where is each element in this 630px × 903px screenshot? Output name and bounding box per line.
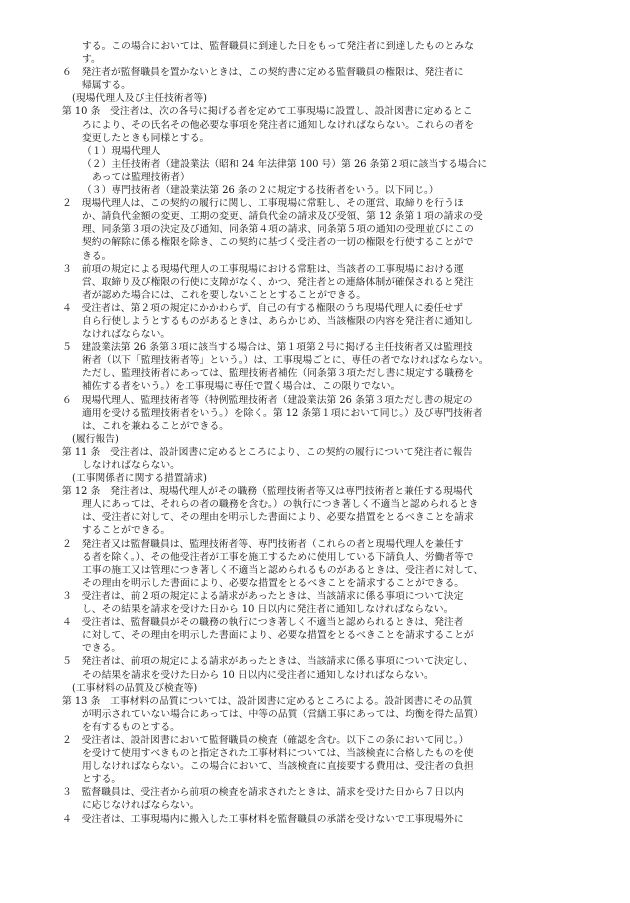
text-line: (履行報告)	[72, 433, 119, 445]
text-line: す。	[82, 54, 101, 66]
text-line: ３ 監督職員は、受注者から前項の検査を請求されたときは、請求を受けた日から７日以内	[62, 787, 464, 799]
text-line: なければならない。	[82, 329, 171, 341]
text-line: その結果を請求を受けた日から 10 日以内に受注者に通知しなければならない。	[82, 669, 434, 681]
text-line: その理由を明示した書面により、必要な措置をとるべきことを請求することができる。	[82, 577, 465, 589]
text-line: ６ 発注者が監督職員を置かないときは、この契約書に定める監督職員の権限は、発注者に	[62, 67, 464, 79]
text-line: とする。	[82, 774, 122, 786]
text-line: ただし、監理技術者にあっては、監理技術者補佐（同条第３項ただし書に規定する職務を	[82, 368, 474, 380]
text-line: は、これを兼ねることができる。	[82, 420, 229, 432]
text-line: は、受注者に対して、その理由を明示した書面により、必要な措置をとるべきことを請求	[82, 512, 474, 524]
text-line: 理人にあっては、それらの者の職務を含む。）の執行につき著しく不適当と認められるとき	[82, 499, 479, 511]
text-line: ２ 受注者は、設計図書において監督職員の検査（確認を含む。以下この条において同じ。）	[62, 734, 469, 746]
text-line: ３ 前項の規定による現場代理人の工事現場における常駐は、当該者の工事現場における運	[62, 263, 464, 275]
text-line: 工事の施工又は管理につき著しく不適当と認められるものがあるときは、受注者に対して、	[82, 564, 484, 576]
document-page	[62, 40, 576, 826]
text-line: を受けて使用すべきものと指定された工事材料については、当該検査に合格したものを使	[82, 748, 474, 760]
text-line: （３）専門技術者（建設業法第 26 条の２に規定する技術者をいう。以下同じ。）	[82, 185, 439, 197]
text-line: ２ 現場代理人は、この契約の履行に関し、工事現場に常駐し、その運営、取締りを行うほ	[62, 198, 464, 210]
text-line: することができる。	[82, 525, 171, 537]
text-line: し、その結果を請求を受けた日から 10 日以内に発注者に通知しなければならない。	[82, 604, 454, 616]
text-line: ２ 発注者又は監督職員は、監理技術者等、専門技術者（これらの者と現場代理人を兼任す	[62, 538, 464, 550]
text-line: する。この場合においては、監督職員に到達した日をもって発注者に到達したものとみな	[82, 41, 474, 52]
text-line: 変更したときも同様とする。	[82, 132, 210, 144]
text-line: ６ 現場代理人、監理技術者等（特例監理技術者（建設業法第 26 条第３項ただし書の規定の	[62, 394, 473, 406]
text-line: きる。	[82, 250, 112, 262]
text-line: ４ 受注者は、工事現場内に搬入した工事材料を監督職員の承諾を受けないで工事現場外に	[62, 813, 464, 825]
text-line: 契約の解除に係る権限を除き、この契約に基づく受注者の一切の権限を行使することがで	[82, 237, 474, 249]
text-line: を有するものとする。	[82, 721, 180, 733]
text-line: （１）現場代理人	[82, 145, 161, 157]
text-line: 用しなければならない。この場合において、当該検査に直接要する費用は、受注者の負担	[82, 761, 474, 773]
text-line: ５ 建設業法第 26 条第３項に該当する場合は、第１項第２号に掲げる主任技術者又は監理技	[62, 342, 473, 354]
text-line: （２）主任技術者（建設業法（昭和 24 年法律第 100 号）第 26 条第２項に該当する場合に	[82, 158, 488, 170]
text-line: 帰属する。	[82, 80, 131, 92]
text-line: 第 12 条 発注者は、現場代理人がその職務（監理技術者等又は専門技術者と兼任する現場代	[62, 486, 473, 498]
text-line: あっては監理技術者）	[92, 171, 190, 183]
text-line: 理、同条第３項の決定及び通知、同条第４項の請求、同条第５項の通知の受理並びにこの	[82, 224, 474, 236]
text-line: (現場代理人及び主任技術者等)	[72, 93, 208, 105]
text-line: が明示されていない場合にあっては、中等の品質（営繕工事にあっては、均衡を得た品質）	[82, 708, 484, 720]
text-line: ろにより、その氏名その他必要な事項を発注者に通知しなければならない。これらの者を	[82, 119, 474, 131]
text-line: できる。	[82, 643, 122, 655]
text-line: 第 11 条 受注者は、設計図書に定めるところにより、この契約の履行について発注者に報告	[62, 446, 473, 458]
text-line: ５ 発注者は、前項の規定による請求があったときは、当該請求に係る事項について決定し、	[62, 656, 474, 668]
text-line: ４ 受注者は、監督職員がその職務の執行につき著しく不適当と認められるときは、発注者	[62, 617, 464, 629]
text-line: に対して、その理由を明示した書面により、必要な措置をとるべきことを請求することが	[82, 630, 474, 642]
text-line: ４ 受注者は、第２項の規定にかかわらず、自己の有する権限のうち現場代理人に委任せず	[62, 302, 463, 314]
text-line: 営、取締り及び権限の行使に支障がなく、かつ、発注者との連絡体制が確保されると発注	[82, 276, 474, 288]
text-line: (工事関係者に関する措置請求)	[72, 473, 208, 485]
text-line: か、請負代金額の変更、工期の変更、請負代金の請求及び受領、第 12 条第１項の請求の受	[82, 211, 483, 223]
text-line: 者が認めた場合には、これを要しないこととすることができる。	[82, 289, 367, 301]
text-line: る者を除く。）、その他受注者が工事を施工するために使用している下請負人、労働者等で	[82, 551, 474, 563]
text-line: 第 13 条 工事材料の品質については、設計図書に定めるところによる。設計図書にその品質	[62, 695, 473, 707]
text-line: 第 10 条 受注者は、次の各号に掲げる者を定めて工事現場に設置し、設計図書に定めるとこ	[62, 106, 473, 118]
text-line: しなければならない。	[82, 460, 180, 471]
text-line: 補佐する者をいう。）を工事現場に専任で置く場合は、この限りでない。	[82, 381, 401, 393]
text-line: (工事材料の品質及び検査等)	[72, 682, 198, 694]
text-line: ３ 受注者は、前２項の規定による請求があったときは、当該請求に係る事項について決定	[62, 590, 464, 602]
text-line: 適用を受ける監理技術者をいう。）を除く。第 12 条第１項において同じ。）及び専門技術者	[82, 407, 483, 419]
text-line: に応じなければならない。	[82, 800, 200, 812]
text-line: 術者（以下「監理技術者等」という。）は、工事現場ごとに、専任の者でなければならない。	[82, 355, 489, 367]
text-line: 自ら行使しようとするものがあるときは、あらかじめ、当該権限の内容を発注者に通知し	[82, 315, 474, 327]
